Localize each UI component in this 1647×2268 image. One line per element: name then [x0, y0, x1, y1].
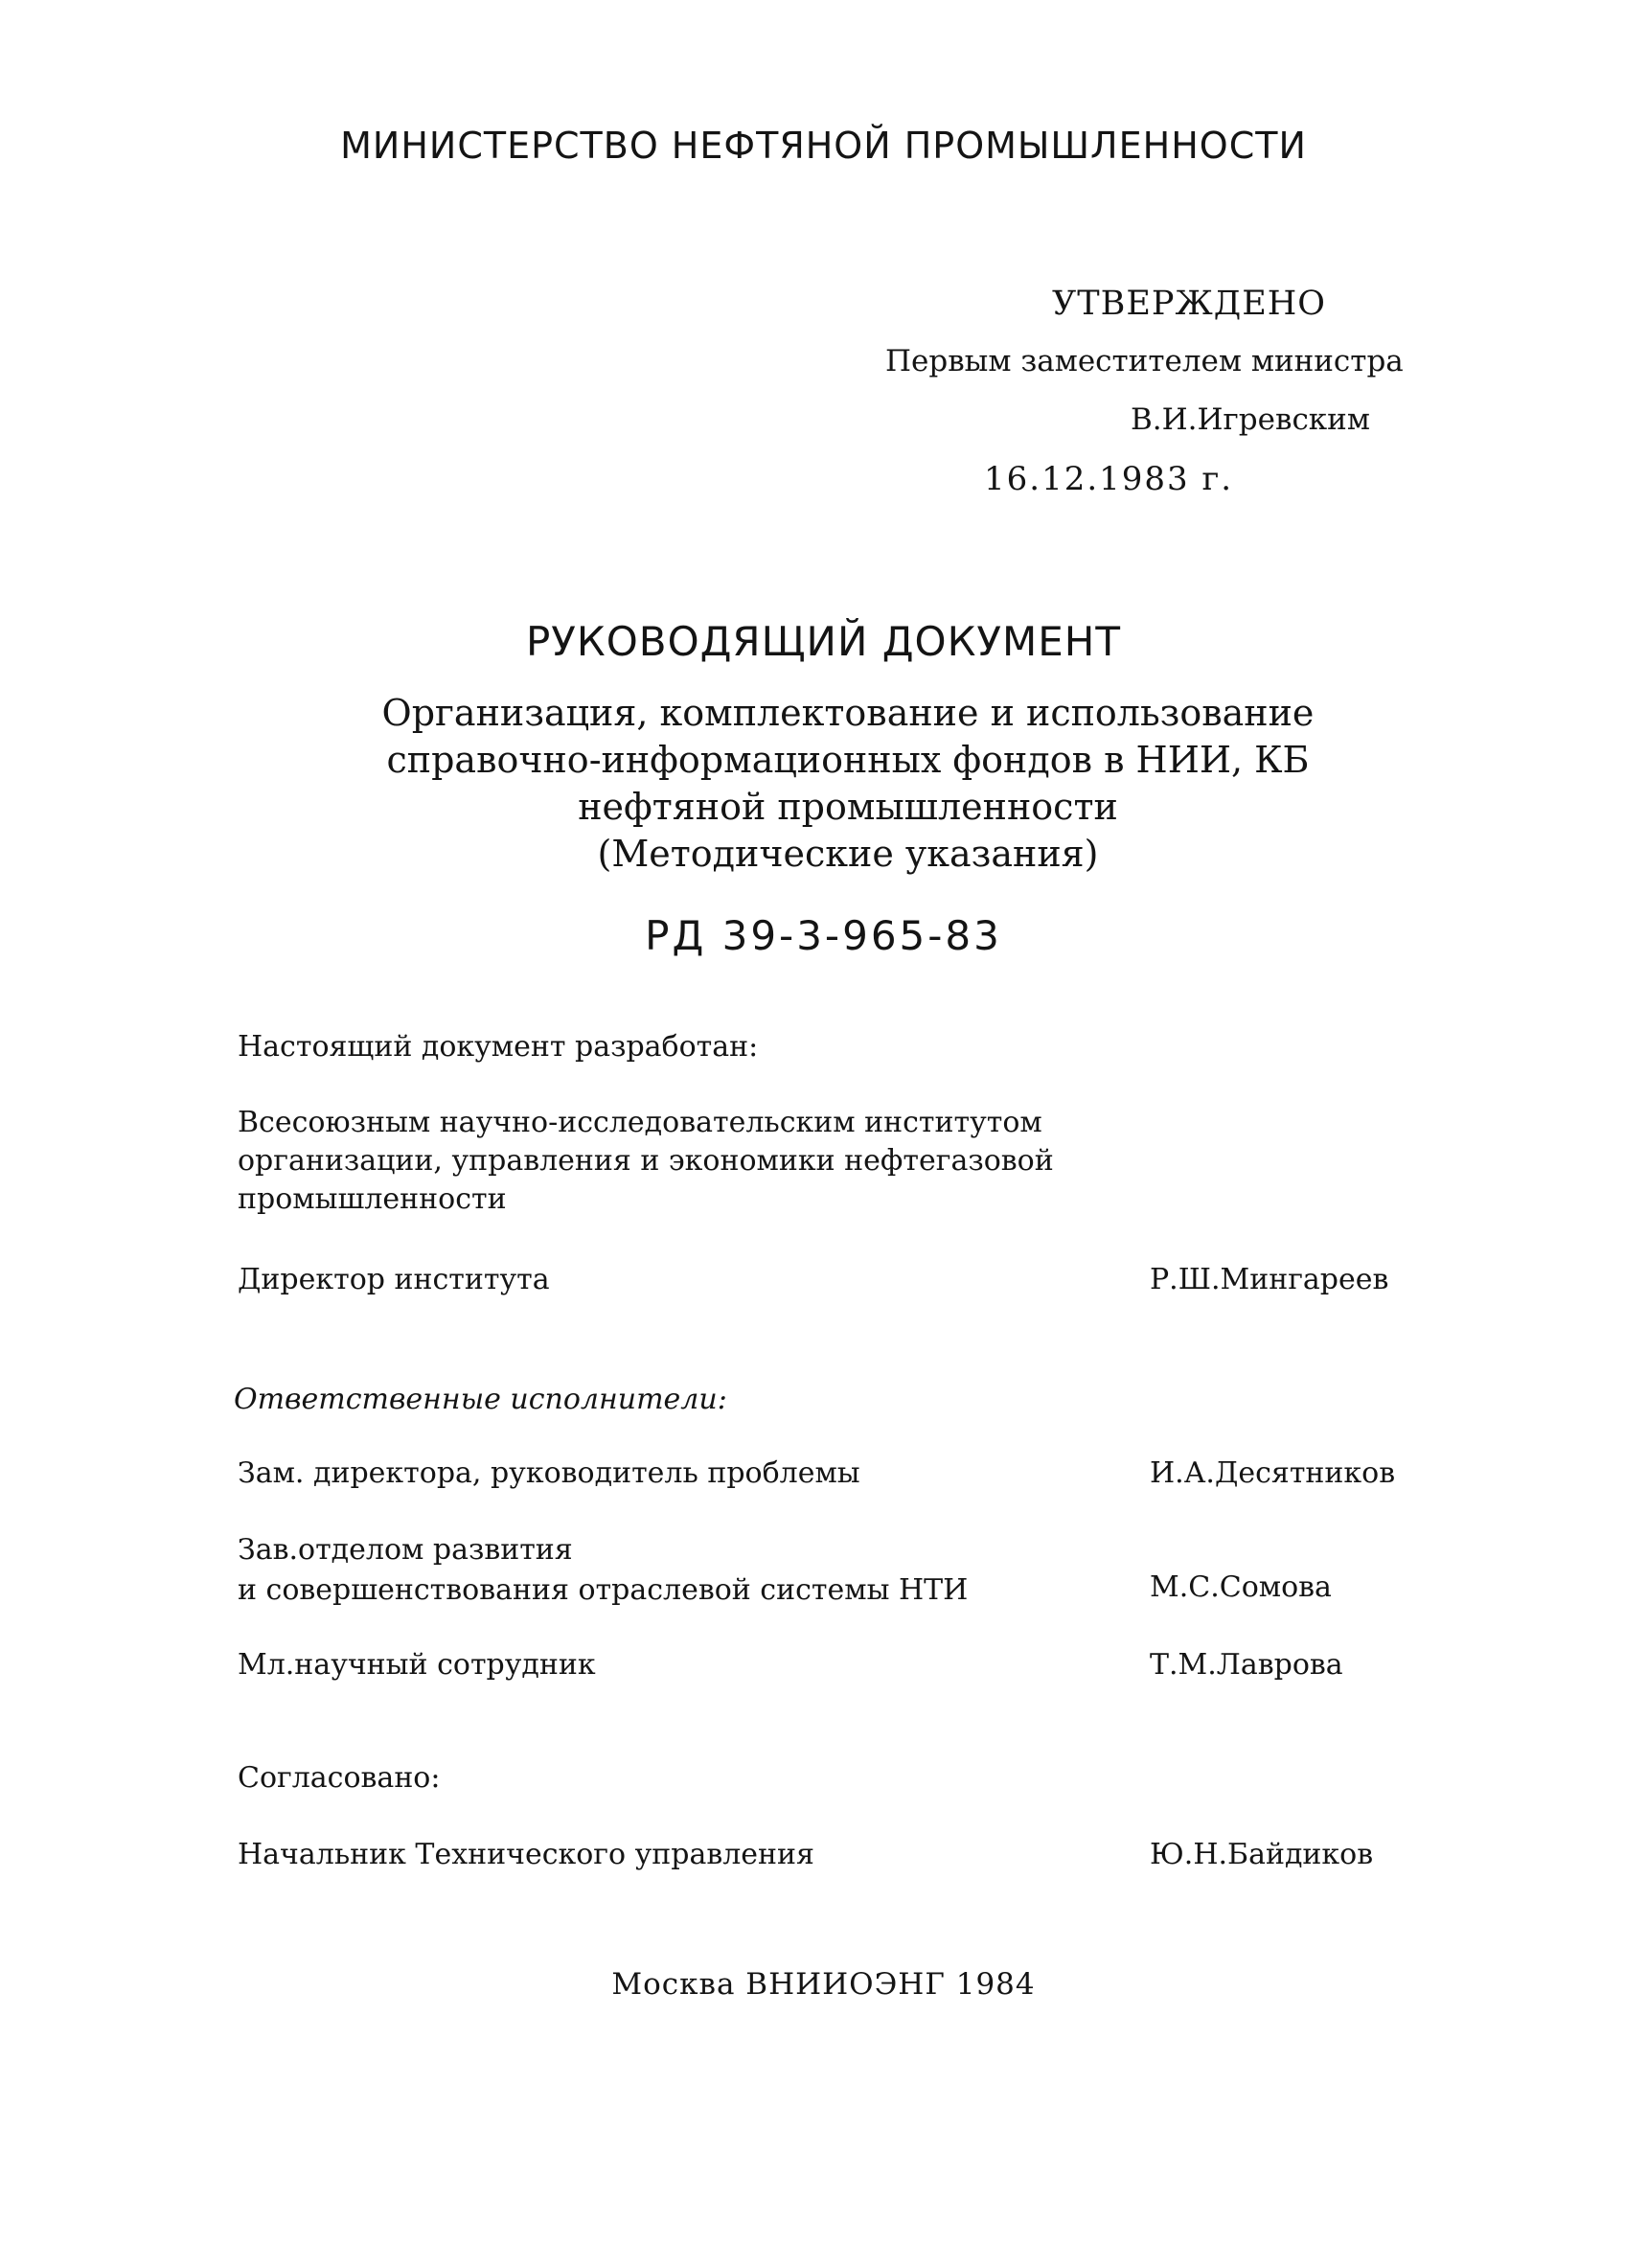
- organization-line: Всесоюзным научно-исследовательским институтом: [238, 1106, 1042, 1139]
- approval-title: УТВЕРЖДЕНО: [1052, 285, 1327, 323]
- title-line: (Методические указания): [597, 833, 1099, 875]
- approval-date: 16.12.1983 г.: [984, 460, 1234, 498]
- approval-by: Первым заместителем министра: [885, 344, 1404, 378]
- agreed-role: Начальник Технического управления: [238, 1838, 814, 1871]
- responsible-name: Т.М.Лаврова: [1150, 1648, 1343, 1682]
- footer-imprint: Москва ВНИИОЭНГ 1984: [611, 1967, 1036, 2002]
- responsible-name: М.С.Сомова: [1150, 1570, 1332, 1604]
- responsible-intro: Ответственные исполнители:: [234, 1383, 727, 1416]
- developed-intro: Настоящий документ разработан:: [238, 1030, 759, 1064]
- director-name: Р.Ш.Мингареев: [1150, 1263, 1389, 1296]
- approval-name: В.И.Игревским: [1131, 402, 1370, 437]
- agreed-intro: Согласовано:: [238, 1761, 441, 1795]
- title-line: Организация, комплектование и использование: [381, 692, 1315, 734]
- document-type: РУКОВОДЯЩИЙ ДОКУМЕНТ: [525, 618, 1122, 665]
- organization-line: промышленности: [238, 1182, 507, 1216]
- title-line: нефтяной промышленности: [578, 786, 1118, 828]
- responsible-name: И.А.Десятников: [1150, 1456, 1396, 1490]
- document-number: РД 39-3-965-83: [645, 912, 1002, 959]
- responsible-role: [238, 1530, 1100, 1611]
- title-line: справочно-информационных фондов в НИИ, КБ: [386, 739, 1310, 781]
- ministry-heading: МИНИСТЕРСТВО НЕФТЯНОЙ ПРОМЫШЛЕННОСТИ: [340, 125, 1307, 167]
- responsible-role: Мл.научный сотрудник: [238, 1648, 596, 1682]
- role-line: Зав.отделом развития: [238, 1533, 573, 1567]
- director-role: Директор института: [238, 1263, 550, 1296]
- responsible-role: Зам. директора, руководитель проблемы: [238, 1456, 860, 1490]
- developer-organization: [238, 1104, 1100, 1219]
- role-line: и совершенствования отраслевой системы НТИ: [238, 1573, 969, 1607]
- document-title: [297, 690, 1399, 878]
- organization-line: организации, управления и экономики нефтегазовой: [238, 1144, 1054, 1178]
- agreed-name: Ю.Н.Байдиков: [1150, 1838, 1374, 1871]
